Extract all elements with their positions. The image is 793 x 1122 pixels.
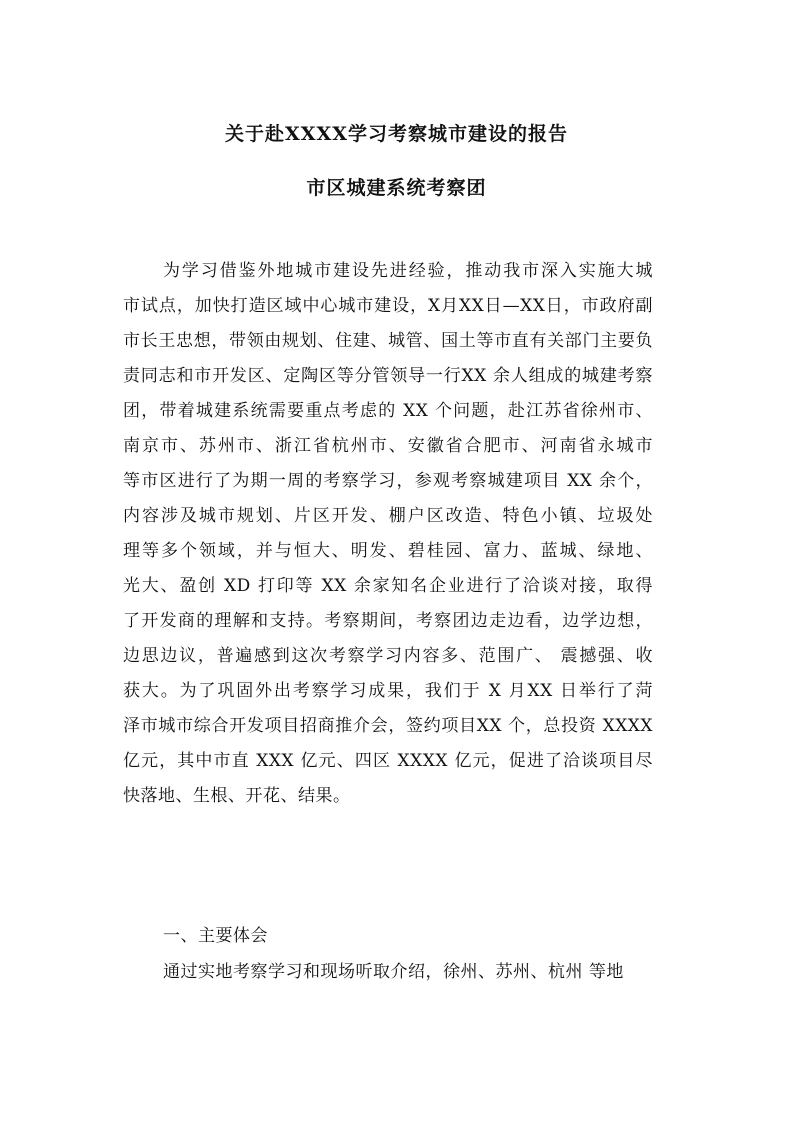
paragraph-line: 获大。为了巩固外出考察学习成果，我们于 X 月XX 日举行了菏	[123, 681, 653, 701]
paragraph-experience	[123, 955, 653, 990]
paragraph-line: 责同志和市开发区、定陶区等分管领导一行XX 余人组成的城建考察	[123, 366, 653, 386]
paragraph-line: 内容涉及城市规划、片区开发、棚户区改造、特色小镇、垃圾处	[123, 506, 653, 526]
paragraph-line: 边思边议，普遍感到这次考察学习内容多、范围广、 震撼强、收	[123, 646, 653, 666]
paragraph-line: 市试点，加快打造区域中心城市建设，X月XX日—XX日，市政府副	[123, 296, 653, 316]
paragraph-line: 泽市城市综合开发项目招商推介会，签约项目XX 个，总投资 XXXX	[123, 716, 653, 736]
paragraph-line: 为学习借鉴外地城市建设先进经验，推动我市深入实施大城	[163, 261, 653, 281]
paragraph-line: 理等多个领域，并与恒大、明发、碧桂园、富力、蓝城、绿地、	[123, 541, 653, 561]
paragraph-line: 市长王忠想，带领由规划、住建、城管、国土等市直有关部门主要负	[123, 331, 653, 351]
document-title: 关于赴XXXX学习考察城市建设的报告	[225, 123, 568, 145]
paragraph-line: 了开发商的理解和支持。考察期间，考察团边走边看，边学边想，	[123, 611, 653, 631]
paragraph-intro	[123, 254, 653, 814]
document-subtitle: 市区城建系统考察团	[306, 177, 487, 199]
paragraph-line: 快落地、生根、开花、结果。	[123, 786, 351, 806]
paragraph-line: 等市区进行了为期一周的考察学习，参观考察城建项目 XX 余个，	[123, 471, 653, 491]
paragraph-line: 光大、盈创 XD 打印等 XX 余家知名企业进行了洽谈对接，取得	[123, 576, 653, 596]
paragraph-line: 团，带着城建系统需要重点考虑的 XX 个问题，赴江苏省徐州市、	[123, 401, 653, 421]
paragraph-line: 南京市、苏州市、浙江省杭州市、安徽省合肥市、河南省永城市	[123, 436, 653, 456]
paragraph-line: 亿元，其中市直 XXX 亿元、四区 XXXX 亿元，促进了洽谈项目尽	[123, 751, 653, 771]
section-heading: 一、主要体会	[163, 926, 268, 946]
paragraph-line: 通过实地考察学习和现场听取介绍，徐州、苏州、杭州 等地	[163, 962, 624, 982]
